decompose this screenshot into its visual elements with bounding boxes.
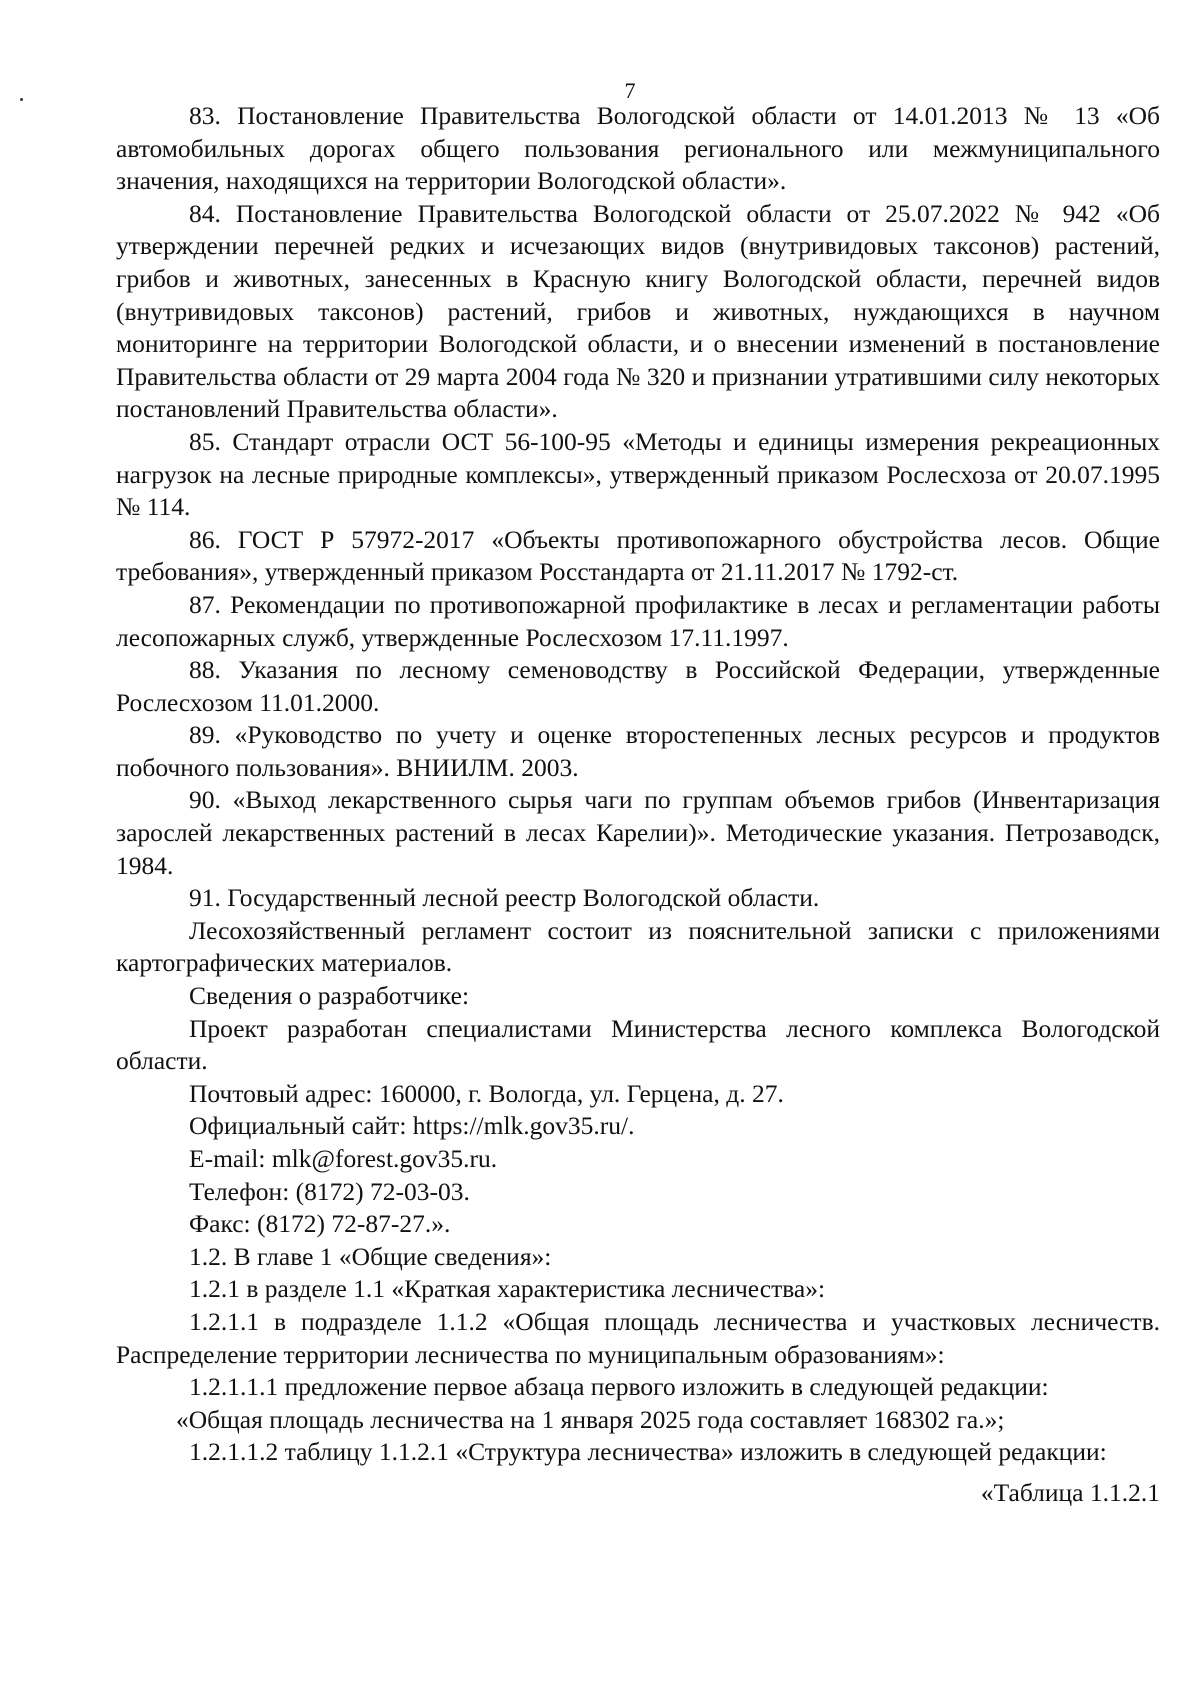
paragraph: 1.2.1.1 в подразделе 1.1.2 «Общая площадь лесничества и участковых лесничеств. Распределение территории лесничества по муниципальным образованиям»: xyxy=(116,1306,1160,1369)
paragraph: Сведения о разработчике: xyxy=(189,981,470,1011)
paragraph: 88. Указания по лесному семеноводству в Российской Федерации, утвержденные Рослесхозом 11.01.2000. xyxy=(116,655,1160,717)
contact-line: E-mail: mlk@forest.gov35.ru. xyxy=(189,1144,498,1173)
paragraph: 1.2.1.1.2 таблицу 1.1.2.1 «Структура лесничества» изложить в следующей редакции: xyxy=(189,1437,1107,1467)
paragraph: 84. Постановление Правительства Вологодской области от 25.07.2022 № 942 «Об утверждении перечней редких и исчезающих видов (внутривидовых таксонов) растений, грибов и животных, занесенных в Красную книгу Вологодской области, перечней видов (внутривидовых таксонов) растений, грибов и животных, нуждающихся в научном мониторинге на территории Вологодской области, и о внесении изменений в постановление Правительства области от 29 марта 2004 года № 320 и признании утратившими силу некоторых постановлений Правительства области». xyxy=(116,198,1160,424)
paragraph: Лесохозяйственный регламент состоит из пояснительной записки с приложениями картографических материалов. xyxy=(116,915,1160,978)
table-caption: «Таблица 1.1.2.1 xyxy=(980,1477,1160,1507)
paragraph: «Общая площадь лесничества на 1 января 2025 года составляет 168302 га.»; xyxy=(176,1404,1005,1434)
paragraph: 90. «Выход лекарственного сырья чаги по группам объемов грибов (Инвентаризация зарослей лекарственных растений в лесах Карелии)». Методические указания. Петрозаводск, 1984. xyxy=(116,785,1160,880)
document-body xyxy=(116,100,1160,1510)
contact-line: Почтовый адрес: 160000, г. Вологда, ул. Герцена, д. 27. xyxy=(189,1078,784,1108)
contact-line: Телефон: (8172) 72-03-03. xyxy=(189,1176,470,1206)
paragraph: 87. Рекомендации по противопожарной профилактике в лесах и регламентации работы лесопожарных служб, утвержденные Рослесхозом 17.11.1997. xyxy=(116,589,1160,652)
contact-line: Факс: (8172) 72-87-27.». xyxy=(189,1209,451,1239)
paragraph: 85. Стандарт отрасли ОСТ 56-100-95 «Методы и единицы измерения рекреационных нагрузок на лесные природные комплексы», утвержденный приказом Рослесхоза от 20.07.1995 № 114. xyxy=(116,426,1160,522)
paragraph: 1.2.1.1.1 предложение первое абзаца первого изложить в следующей редакции: xyxy=(189,1372,1049,1402)
paragraph: 89. «Руководство по учету и оценке второстепенных лесных ресурсов и продуктов побочного пользования». ВНИИЛМ. 2003. xyxy=(116,720,1160,782)
paragraph: Проект разработан специалистами Министерства лесного комплекса Вологодской области. xyxy=(116,1013,1160,1076)
paragraph: 83. Постановление Правительства Вологодской области от 14.01.2013 № 13 «Об автомобильных дорогах общего пользования регионального или межмуниципального значения, находящихся на территории Вологодской области». xyxy=(116,101,1160,196)
page-number: 7 xyxy=(624,78,636,103)
paragraph: 86. ГОСТ Р 57972-2017 «Объекты противопожарного обустройства лесов. Общие требования», утвержденный приказом Росстандарта от 21.11.2017 № 1792-ст. xyxy=(116,524,1160,587)
paragraph: 1.2.1 в разделе 1.1 «Краткая характеристика лесничества»: xyxy=(189,1274,826,1304)
paragraph: 91. Государственный лесной реестр Вологодской области. xyxy=(189,883,820,913)
contact-line: Официальный сайт: https://mlk.gov35.ru/. xyxy=(189,1111,635,1141)
paragraph: 1.2. В главе 1 «Общие сведения»: xyxy=(189,1241,552,1271)
